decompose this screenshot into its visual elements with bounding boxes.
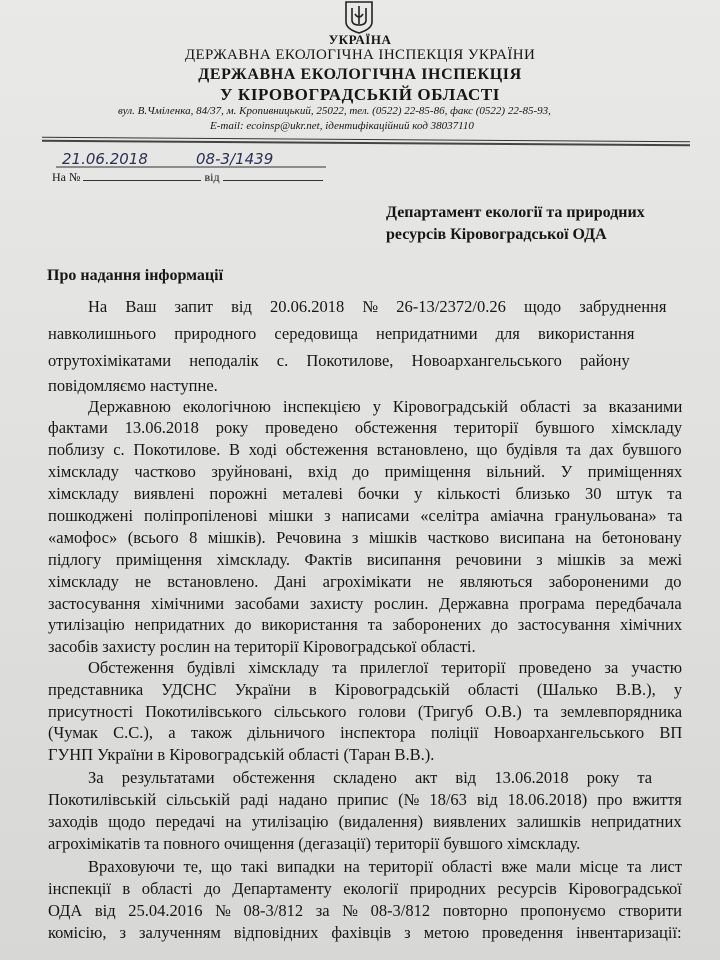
body-line: поблизу с. Покотилове. В ході обстеження встановлено, що будівля та дах бувшого [48, 440, 682, 459]
reference-row [52, 170, 323, 185]
body-line: повідомляємо наступне. [48, 376, 218, 395]
body-line: Покотилівській сільській раді надано припис (№ 18/63 від 18.06.2018) про вжиття [48, 790, 682, 809]
body-line: (Чумак С.С.), а також дільничого інспектора поліції Новоархангельського ВП [48, 723, 683, 742]
body-line: хімскладу виявлені порожні металеві бочки у кількості близько 30 штук та [48, 484, 683, 503]
date-number-underline [56, 165, 326, 169]
body-line: підлогу приміщення хімскладу. Фактів висипання речовини з мішків за межі [48, 550, 683, 569]
body-line: «амофос» (всього 8 мішків). Речовина з мішків частково висипана на бетоновану [48, 528, 682, 547]
reference-number-blank [83, 180, 201, 181]
body-line: ОДА від 25.04.2016 № 08-3/812 за № 08-3/812 повторно пропонуємо створити [48, 901, 682, 920]
trident-emblem-icon [342, 0, 376, 34]
body-line: За результатами обстеження складено акт від 13.06.2018 року та [88, 768, 653, 787]
body-line: фактами 13.06.2018 року проведено обстеження території бувшого хімскладу [48, 418, 683, 437]
label-from: від [204, 170, 220, 184]
body-line: утилізацію непридатних до використання та заборонених до застосування хімічних [48, 615, 683, 634]
body-line: комісію, з залученням відповідних фахівців з метою проведення інвентаризації: [48, 923, 682, 942]
letter-subject: Про надання інформації [47, 267, 224, 284]
handwritten-date: 21.06.2018 [62, 150, 148, 168]
body-line: засобів захисту рослин на території Кіровоградської області. [48, 637, 476, 656]
header-address: вул. В.Чміленка, 84/37, м. Кропивницький, 25022, тел. (0522) 22-85-86, факс (0522) 22-85-93, [118, 105, 551, 117]
body-line: хімскладу частково зруйновані, вхід до приміщення вільний. У приміщеннях [48, 462, 683, 481]
body-line: На Ваш запит від 20.06.2018 № 26-13/2372/0.26 щодо забруднення [88, 297, 667, 316]
handwritten-number: 08-3/1439 [196, 150, 274, 168]
body-line: хімскладу не встановлено. Дані агрохімікати не являються забороненими до [48, 572, 682, 591]
body-line: інспекції в області до Департаменту екології природних ресурсів Кіровоградської [48, 879, 682, 898]
body-line: пошкоджені поліпропіленові мішки з написами «селітра аміачна гранульована» та [48, 506, 683, 525]
header-regional-region: У КІРОВОГРАДСЬКІЙ ОБЛАСТІ [219, 85, 501, 104]
recipient-line-2: ресурсів Кіровоградської ОДА [386, 226, 607, 243]
body-line: Обстеження будівлі хімскладу та прилеглої території проведено за участю [88, 658, 683, 677]
body-line: застосування хімічними засобами захисту рослин. Державна програма передбачала [48, 594, 682, 613]
header-email: E-mail: ecoinsp@ukr.net, ідентифікаційний код 38037110 [210, 120, 474, 132]
body-line: агрохімікатів та повного очищення (дегазації) території бувшого хімскладу. [48, 834, 581, 853]
body-line: Враховуючи те, що такі випадки на території області вже мали місце та лист [88, 857, 683, 876]
body-line: ГУНП України в Кіровоградській області (Таран В.В.). [48, 745, 435, 764]
header-country: УКРАЇНА [328, 32, 392, 47]
header-regional-inspection: ДЕРЖАВНА ЕКОЛОГІЧНА ІНСПЕКЦІЯ [198, 66, 522, 83]
body-line: заходів щодо передачі на утилізацію (видалення) виявлених залишків непридатних [48, 812, 682, 831]
label-no: На № [52, 170, 81, 184]
body-line: присутності Покотилівського сільського голови (Тригуб О.В.) та землевпорядника [48, 702, 683, 721]
recipient-line-1: Департамент екології та природних [386, 204, 645, 221]
header-national-inspection: ДЕРЖАВНА ЕКОЛОГІЧНА ІНСПЕКЦІЯ УКРАЇНИ [184, 47, 536, 63]
body-line: отрутохімікатами неподалік с. Покотилове, Новоархангельського району [48, 351, 630, 370]
body-line: представника УДСНС України в Кіровоградській області (Шалько В.В.), у [48, 680, 683, 699]
body-line: навколишнього природного середовища непридатними для використання [48, 324, 635, 343]
reference-date-blank [223, 180, 323, 181]
body-line: Державною екологічною інспекцією у Кіровоградській області за вказаними [88, 397, 683, 416]
